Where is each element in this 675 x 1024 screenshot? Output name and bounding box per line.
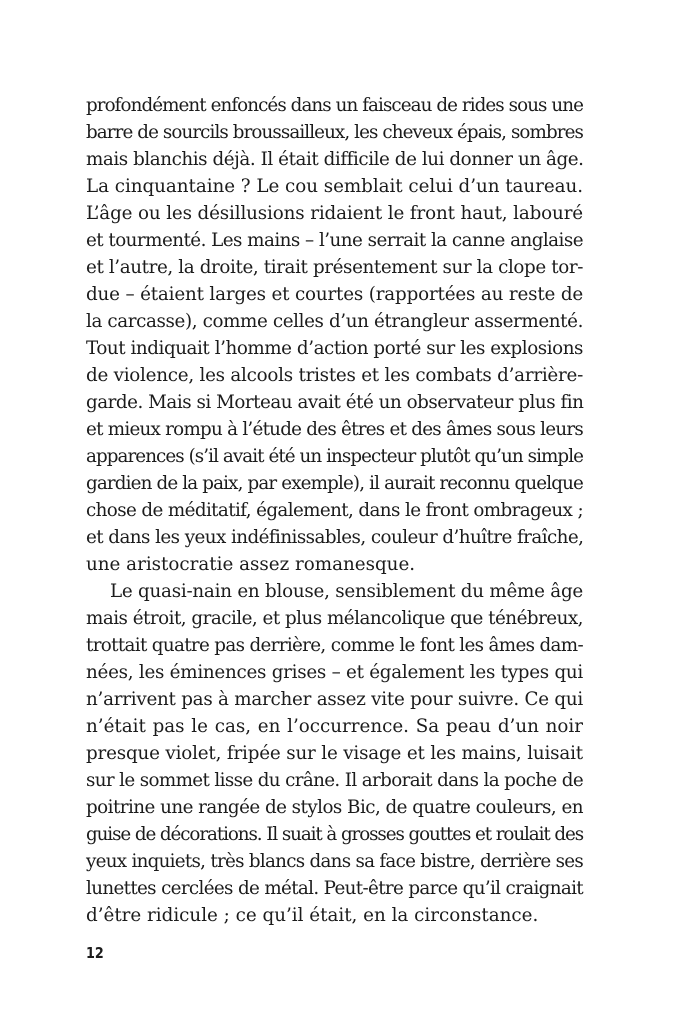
text-line: Le quasi-nain en blouse, sensiblement du même âge — [110, 581, 583, 602]
text-line: poitrine une rangée de stylos Bic, de quatre couleurs, en — [86, 797, 583, 818]
text-line: la carcasse), comme celles d’un étrangleur assermenté. — [86, 311, 584, 332]
text-line: gardien de la paix, par exemple), il aurait reconnu quelque — [86, 473, 583, 494]
text-line: Tout indiquait l’homme d’action porté sur les explosions — [86, 338, 583, 359]
text-line: due – étaient larges et courtes (rapportées au reste de — [86, 284, 584, 305]
text-line: mais étroit, gracile, et plus mélancolique que ténébreux, — [86, 608, 583, 629]
text-line: trottait quatre pas derrière, comme le font les âmes dam- — [86, 635, 583, 656]
text-line: et tourmenté. Les mains – l’une serrait la canne anglaise — [86, 230, 584, 251]
text-line: sur le sommet lisse du crâne. Il arborait dans la poche de — [86, 770, 584, 791]
text-line: La cinquantaine ? Le cou semblait celui d’un taureau. — [86, 176, 584, 197]
text-line: mais blanchis déjà. Il était difficile de lui donner un âge. — [86, 149, 584, 170]
text-line: barre de sourcils broussailleux, les cheveux épais, sombres — [86, 122, 583, 143]
text-line: yeux inquiets, très blancs dans sa face bistre, derrière ses — [86, 851, 583, 872]
text-line: n’arrivent pas à marcher assez vite pour suivre. Ce qui — [86, 689, 583, 710]
page-number: 12 — [86, 944, 104, 962]
paragraph-2 — [86, 578, 583, 929]
text-line: d’être ridicule ; ce qu’il était, en la circonstance. — [86, 905, 539, 926]
text-line: nées, les éminences grises – et également les types qui — [86, 662, 583, 683]
text-line: presque violet, fripée sur le visage et les mains, luisait — [86, 743, 583, 764]
text-line: n’était pas le cas, en l’occurrence. Sa peau d’un noir — [86, 716, 583, 737]
body-text — [86, 92, 583, 929]
text-line: de violence, les alcools tristes et les combats d’arrière- — [86, 365, 584, 386]
paragraph-1 — [86, 92, 583, 578]
text-line: profondément enfoncés dans un faisceau de rides sous une — [86, 95, 583, 116]
text-line: lunettes cerclées de métal. Peut-être parce qu’il craignait — [86, 878, 583, 899]
text-line: garde. Mais si Morteau avait été un observateur plus fin — [86, 392, 584, 413]
text-line: guise de décorations. Il suait à grosses gouttes et roulait des — [86, 824, 583, 845]
text-line: une aristocratie assez romanesque. — [86, 554, 416, 575]
text-line: apparences (s’il avait été un inspecteur plutôt qu’un simple — [86, 446, 584, 467]
text-line: et dans les yeux indéfinissables, couleur d’huître fraîche, — [86, 527, 584, 548]
text-line: et l’autre, la droite, tirait présentement sur la clope tor- — [86, 257, 584, 278]
text-line: et mieux rompu à l’étude des êtres et des âmes sous leurs — [86, 419, 584, 440]
text-line: chose de méditatif, également, dans le front ombrageux ; — [86, 500, 583, 521]
text-line: L’âge ou les désillusions ridaient le front haut, labouré — [86, 203, 583, 224]
